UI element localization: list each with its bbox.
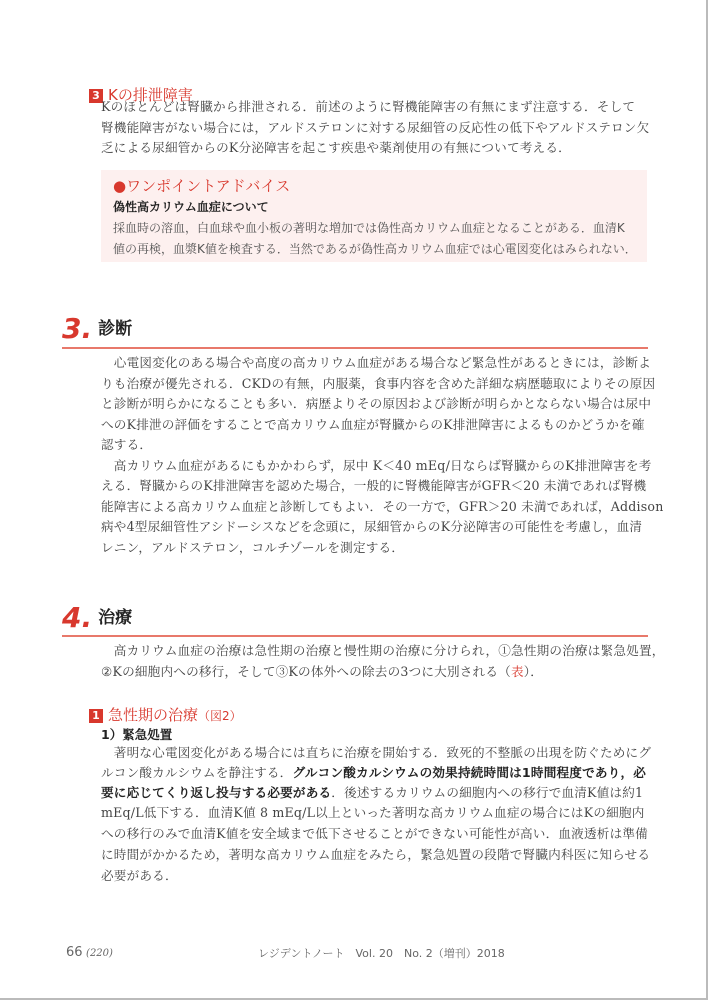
- body-line: 乏による尿細管からのK分泌障害を起こす疾患や薬剤使用の有無について考える．: [101, 140, 571, 155]
- section-heading-diagnosis: [62, 312, 132, 345]
- text: ②Kの細胞内への移行，そして③Kの体外への除去の3つに大別される（: [101, 664, 511, 679]
- emphasis-text: 要に応じてくり返し投与する必要がある: [101, 785, 332, 800]
- section-title: 治療: [98, 608, 133, 628]
- advice-line: 値の再検，血漿K値を検査する．当然であるが偽性高カリウム血症では心電図変化はみられない．: [113, 242, 637, 256]
- text: ルコン酸カルシウムを静注する．: [101, 765, 293, 780]
- section-number: 4.: [62, 601, 93, 634]
- body-line: Kのほとんどは腎臓から排泄される．前述のように腎機能障害の有無にまず注意する．そして: [101, 99, 636, 114]
- one-point-advice-box: [101, 170, 647, 262]
- original-page-number: (220): [86, 948, 113, 959]
- section-rule: [62, 347, 648, 349]
- body-line: へのK排泄の評価をすることで高カリウム血症が腎臓からのK排泄障害によるものかどうかを確: [101, 416, 645, 432]
- body-line: レニン，アルドステロン，コルチゾールを測定する．: [101, 539, 405, 555]
- section-rule: [62, 635, 648, 637]
- text: ．後述するカリウムの細胞内への移行で血清K値は約1: [331, 785, 644, 800]
- body-line: りも治療が優先される．CKDの有無，内服薬，食事内容を含めた詳細な病歴聴取によりその原因: [101, 375, 656, 391]
- page-number: [66, 945, 113, 960]
- body-line: える．腎臓からのK排泄障害を認めた場合，一般的に腎機能障害がGFR＜20 未満であれば腎機: [101, 478, 647, 493]
- body-line: 腎機能障害がない場合には，アルドステロンに対する尿細管の反応性の低下やアルドステロン欠: [101, 120, 650, 135]
- body-line: 能障害による高カリウム血症と診断してもよい．その一方で，GFR＞20 未満であれば，Addison: [101, 498, 664, 514]
- body-line: に時間がかかるため，著明な高カリウム血症をみたら，緊急処置の段階で腎臓内科医に知らせる: [101, 847, 651, 862]
- body-line: 病や4型尿細管性アシドーシスなどを念頭に，尿細管からのK分泌障害の可能性を考慮し，血清: [101, 519, 643, 534]
- body-line: mEq/L低下する．血清K値 8 mEq/L以上といった著明な高カリウム血症の場合にはKの細胞内: [101, 805, 645, 820]
- body-line: への移行のみで血清K値を安全域まで低下させることができない可能性が高い．血液透析は準備: [101, 826, 648, 841]
- advice-subtitle: 偽性高カリウム血症について: [113, 200, 269, 214]
- body-line: [101, 783, 649, 803]
- body-line: 必要がある．: [101, 868, 178, 883]
- figure-reference-link[interactable]: （図2）: [198, 709, 242, 723]
- text: ）．: [523, 664, 544, 679]
- subsection-title: Kの排泄障害: [108, 86, 193, 104]
- body-line: 高カリウム血症があるにもかかわらず，尿中 K＜40 mEq/日ならば腎臓からのK排泄障害を考: [101, 457, 652, 473]
- body-line: [101, 662, 649, 682]
- subsection-heading-acute: [89, 704, 242, 725]
- section-number: 3.: [62, 312, 93, 345]
- emphasis-text: グルコン酸カルシウムの効果持続時間は1時間程度であり，必: [292, 765, 647, 780]
- section-heading-treatment: [62, 601, 132, 634]
- advice-line: 採血時の溶血，白血球や血小板の著明な増加では偽性高カリウム血症となることがある．血清K: [113, 221, 625, 235]
- section-number-badge: 1: [89, 709, 103, 723]
- body-line: と診断が明らかになることも多い．病歴よりその原因および診断が明らかとならない場合は尿中: [101, 396, 652, 411]
- body-line: [101, 763, 649, 783]
- section-number-badge: 3: [89, 89, 103, 103]
- journal-footer: レジデントノート Vol. 20 No. 2（増刊）2018: [258, 947, 505, 960]
- page-number-text: 66: [66, 945, 83, 960]
- body-line: 高カリウム血症の治療は急性期の治療と慢性期の治療に分けられ，①急性期の治療は緊急処置，: [101, 643, 665, 658]
- advice-title: ●ワンポイントアドバイス: [113, 177, 291, 195]
- body-line: 著明な心電図変化がある場合には直ちに治療を開始する．致死的不整脈の出現を防ぐためにグ: [101, 745, 652, 760]
- section-title: 診断: [98, 319, 133, 339]
- sub-subheading: 1）緊急処置: [101, 727, 173, 742]
- body-line: 心電図変化のある場合や高度の高カリウム血症がある場合など緊急性があるときには，診断よ: [101, 355, 652, 370]
- subsection-title: 急性期の治療: [108, 706, 199, 724]
- body-line: 認する．: [101, 437, 153, 452]
- table-reference-link[interactable]: 表: [510, 664, 524, 679]
